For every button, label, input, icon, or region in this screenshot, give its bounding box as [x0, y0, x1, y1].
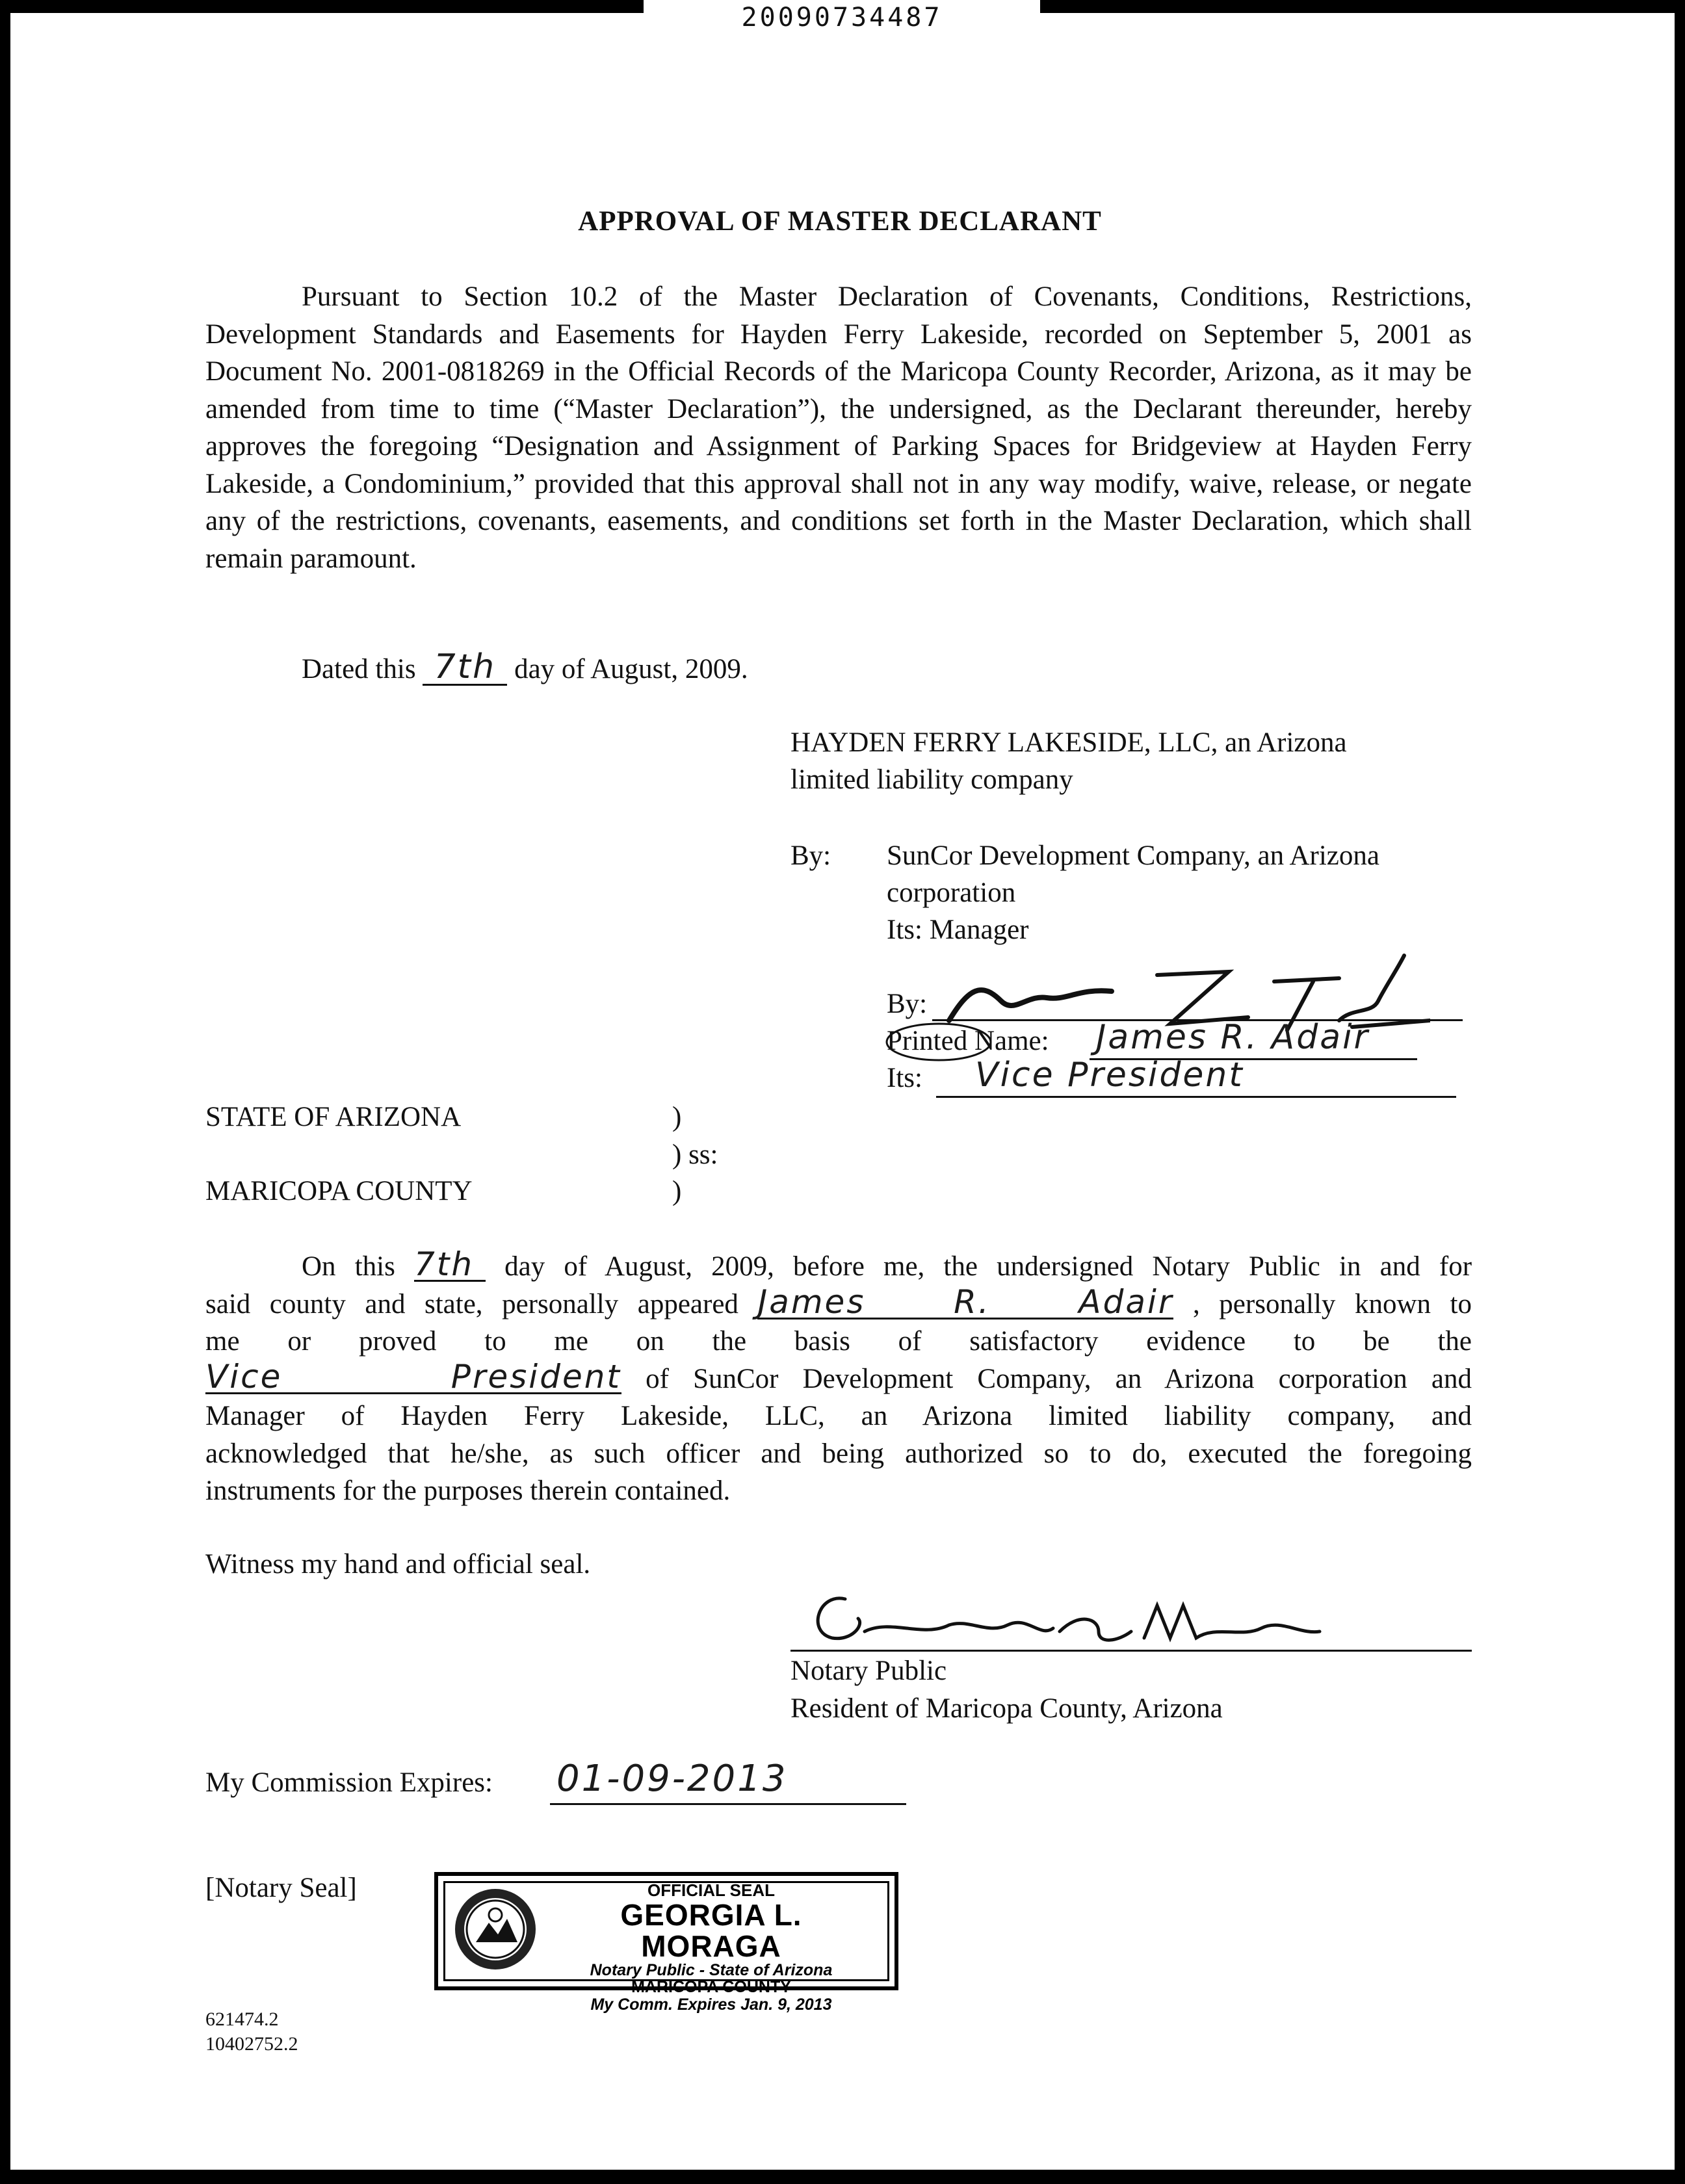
- commission-label: My Commission Expires:: [205, 1767, 493, 1798]
- witness-line: Witness my hand and official seal.: [205, 1549, 591, 1580]
- dated-day-handwritten: 7th: [423, 650, 507, 686]
- venue-paren-2: ): [672, 1176, 682, 1206]
- commission-line: [550, 1803, 906, 1805]
- its-value: Vice President: [975, 1056, 1244, 1095]
- venue-paren-1: ): [672, 1102, 682, 1132]
- commission-value-handwritten: 01-09-2013: [556, 1758, 788, 1800]
- dated-prefix: Dated this: [302, 654, 416, 684]
- ack-line-2: said county and state, personally appeared James R. Adair , personally known to: [205, 1282, 1472, 1321]
- footer-ref-2: 10402752.2: [205, 2033, 298, 2055]
- stamp-text: [549, 1881, 874, 2014]
- dated-suffix: day of August, 2009.: [514, 654, 748, 684]
- printed-name-value: James R. Adair: [1096, 1018, 1370, 1057]
- scan-border-top-right: [1040, 0, 1685, 13]
- its-label: Its:: [887, 1063, 922, 1093]
- stamp-line-3: Notary Public - State of Arizona: [590, 1961, 833, 1979]
- notary-signature-line: [790, 1650, 1472, 1652]
- company-line-2: limited liability company: [790, 764, 1073, 795]
- manager-line-2: corporation: [887, 878, 1016, 908]
- ack-line-4: Vice President of SunCor Development Company, an Arizona corporation and: [205, 1357, 1472, 1396]
- manager-line-3: Its: Manager: [887, 915, 1029, 945]
- venue-state: STATE OF ARIZONA: [205, 1102, 462, 1132]
- by-label: By:: [790, 840, 831, 871]
- ack-line-7: instruments for the purposes therein contained.: [205, 1476, 731, 1506]
- scan-border-right: [1675, 0, 1685, 2184]
- ack-line-3: me or proved to me on the basis of satisfactory evidence to be the: [205, 1326, 1472, 1357]
- notary-seal-label: [Notary Seal]: [205, 1873, 357, 1903]
- state-seal-icon: [452, 1886, 538, 1972]
- scan-border-left: [0, 0, 10, 2184]
- acknowledgment-paragraph: [205, 1245, 1472, 1510]
- notary-stamp: [434, 1872, 898, 2014]
- company-line-1: HAYDEN FERRY LAKESIDE, LLC, an Arizona: [790, 727, 1347, 758]
- sig-by-label: By:: [887, 989, 928, 1019]
- page-title: APPROVAL OF MASTER DECLARANT: [578, 206, 1102, 237]
- ack-line-6: acknowledged that he/she, as such officer and being authorized so to do, executed the foregoing: [205, 1438, 1472, 1469]
- scan-border-bottom: [0, 2170, 1685, 2184]
- ack-day-handwritten: 7th: [414, 1249, 486, 1282]
- scan-border-top-left: [0, 0, 644, 13]
- footer-ref-1: 621474.2: [205, 2008, 279, 2030]
- venue-ss: ) ss:: [672, 1139, 718, 1170]
- approval-paragraph: Pursuant to Section 10.2 of the Master Declaration of Covenants, Conditions, Restrictions, Development Standards and Easements for Hayden Ferry Lakeside, recorded on September 5, 2001 as Document No. 2001-0818269 in the Official Records of the Maricopa County Recorder, Arizona, as it may be amended from time to time (“Master Declaration”), the undersigned, as the Declarant thereunder, hereby approves the foregoing “Designation and Assignment of Parking Spaces for Bridgeview at Hayden Ferry Lakeside, a Condominium,” provided that this approval shall not in any way modify, waive, release, or negate any of the restrictions, covenants, easements, and conditions set forth in the Master Declaration, which shall remain paramount.: [205, 281, 1472, 574]
- officer-title-handwritten: Vice President: [205, 1357, 621, 1396]
- dated-line: [302, 647, 748, 686]
- ack-line-5: Manager of Hayden Ferry Lakeside, LLC, an Arizona limited liability company, and: [205, 1401, 1472, 1431]
- its-line: [936, 1096, 1456, 1098]
- appeared-name-handwritten: James R. Adair: [757, 1282, 1174, 1321]
- stamp-line-2: GEORGIA L. MORAGA: [620, 1898, 802, 1963]
- notary-signature: [793, 1580, 1326, 1658]
- stamp-line-5: My Comm. Expires Jan. 9, 2013: [590, 1996, 832, 2014]
- notary-title: Notary Public: [790, 1656, 947, 1686]
- stamp-line-1: OFFICIAL SEAL: [647, 1880, 775, 1900]
- printed-name-label: Printed Name:: [887, 1026, 1049, 1056]
- ack-line-1: On this 7th day of August, 2009, before me, the undersigned Notary Public in and for: [302, 1245, 1472, 1283]
- venue-county: MARICOPA COUNTY: [205, 1176, 473, 1206]
- stamp-line-4: MARICOPA COUNTY: [631, 1978, 791, 1996]
- recording-number: 20090734487: [741, 3, 943, 32]
- notary-residence: Resident of Maricopa County, Arizona: [790, 1693, 1223, 1724]
- manager-line-1: SunCor Development Company, an Arizona: [887, 840, 1379, 871]
